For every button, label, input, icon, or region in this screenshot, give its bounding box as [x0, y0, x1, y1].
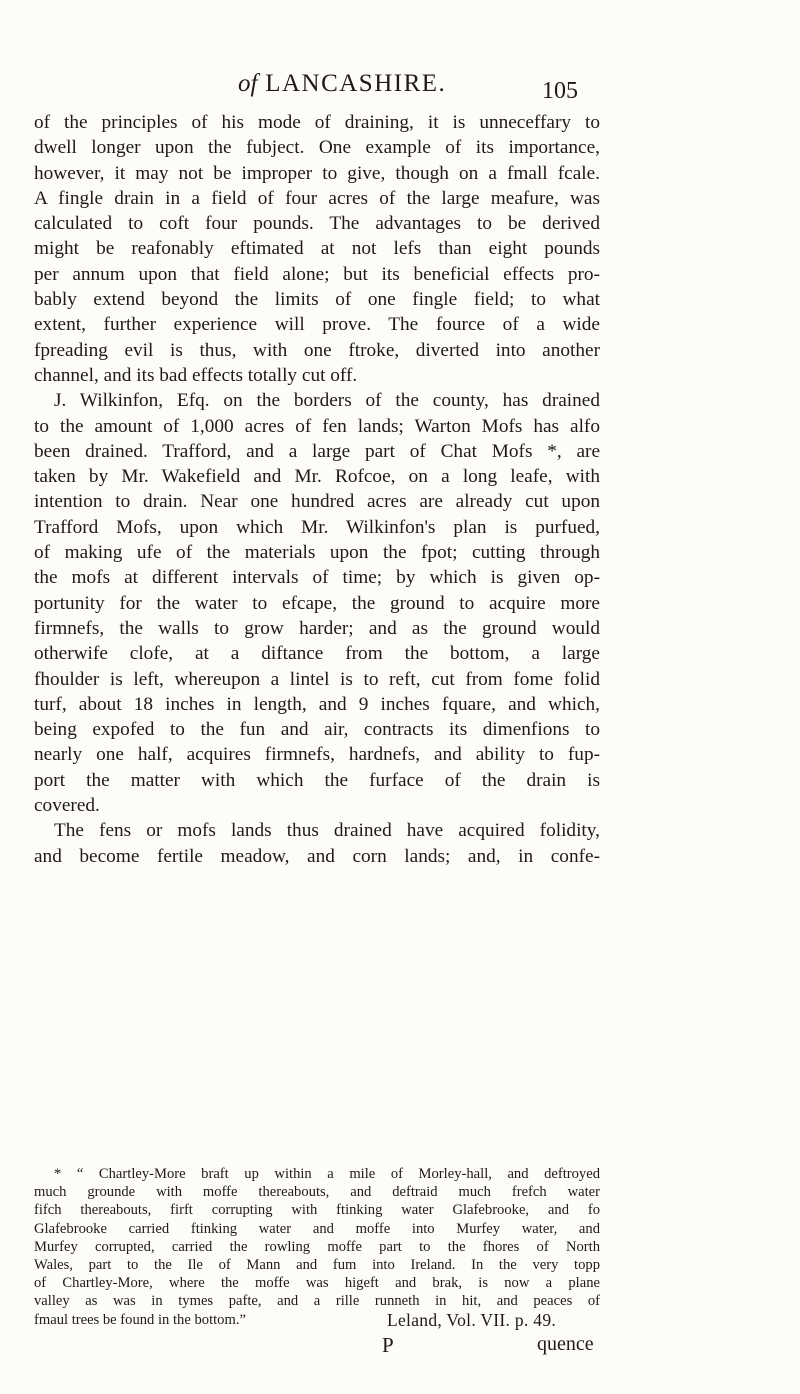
text-line: channel, and its bad effects totally cut off.	[34, 364, 358, 386]
text-line: otherwife clofe, at a diftance from the bottom, a large	[34, 643, 600, 665]
text-line: of making ufe of the materials upon the fpot; cutting through	[34, 542, 600, 564]
text-line: to the amount of 1,000 acres of fen lands; Warton Mofs has alfo	[34, 415, 600, 437]
text-line: might be reafonably eftimated at not lefs than eight pounds	[34, 238, 600, 260]
text-line: J. Wilkinfon, Efq. on the borders of the county, has drained	[54, 390, 600, 412]
footnote-line: of Chartley-More, where the moffe was higeft and brak, is now a plane	[34, 1275, 600, 1292]
text-line: covered.	[34, 795, 100, 817]
footnote-line: Wales, part to the Ile of Mann and fum into Ireland. In the very topp	[34, 1256, 600, 1273]
text-line: taken by Mr. Wakefield and Mr. Rofcoe, on a long leafe, with	[34, 466, 600, 488]
text-line: The fens or mofs lands thus drained have acquired folidity,	[54, 820, 600, 842]
text-line: of the principles of his mode of draining, it is unneceffary to	[34, 112, 600, 133]
footnote-line: fifch thereabouts, firft corrupting with ftinking water Glafebrooke, and fo	[34, 1202, 600, 1219]
text-line: dwell longer upon the fubject. One example of its importance,	[34, 137, 600, 159]
footnote-line: fmaul trees be found in the bottom.”	[34, 1311, 246, 1328]
text-line: fpreading evil is thus, with one ftroke, diverted into another	[34, 339, 600, 361]
text-line: nearly one half, acquires firmnefs, hardnefs, and ability to fup-	[34, 744, 600, 766]
page-header	[0, 70, 800, 110]
text-line: however, it may not be improper to give, though on a fmall fcale.	[34, 162, 600, 184]
text-line: A fingle drain in a field of four acres of the large meafure, was	[34, 187, 600, 209]
footnote-line: Murfey corrupted, carried the rowling moffe part to the fhores of North	[34, 1238, 600, 1255]
text-line: been drained. Trafford, and a large part of Chat Mofs *, are	[34, 440, 600, 462]
footnote-line: * “ Chartley-More braft up within a mile of Morley-hall, and deftroyed	[54, 1166, 600, 1182]
text-line: intention to drain. Near one hundred acres are already cut upon	[34, 491, 600, 513]
text-line: bably extend beyond the limits of one fingle field; to what	[34, 289, 600, 311]
running-head-prefix: of	[238, 70, 258, 97]
signature-mark: P	[382, 1333, 394, 1357]
footnote-line: Glafebrooke carried ftinking water and moffe into Murfey water, and	[34, 1220, 600, 1237]
text-line: and become fertile meadow, and corn lands; and, in confe-	[34, 845, 600, 867]
text-line: port the matter with which the furface of the drain is	[34, 769, 600, 791]
footnote-citation: Leland, Vol. VII. p. 49.	[387, 1310, 557, 1330]
text-line: per annum upon that field alone; but its beneficial effects pro-	[34, 263, 600, 285]
catchword: quence	[537, 1333, 594, 1355]
text-line: extent, further experience will prove. The fource of a wide	[34, 314, 600, 336]
text-line: fhoulder is left, whereupon a lintel is to reft, cut from fome folid	[34, 668, 600, 690]
text-line: firmnefs, the walls to grow harder; and as the ground would	[34, 617, 600, 639]
running-head	[238, 70, 446, 98]
text-line: calculated to coft four pounds. The advantages to be derived	[34, 213, 600, 235]
page-number: 105	[542, 78, 578, 104]
page-footer	[0, 1333, 800, 1363]
text-line: being expofed to the fun and air, contracts its dimenfions to	[34, 719, 600, 741]
text-line: portunity for the water to efcape, the ground to acquire more	[34, 592, 600, 614]
text-line: turf, about 18 inches in length, and 9 inches fquare, and which,	[34, 693, 600, 715]
text-line: Trafford Mofs, upon which Mr. Wilkinfon's plan is purfued,	[34, 516, 600, 538]
text-line: the mofs at different intervals of time; by which is given op-	[34, 567, 600, 589]
footnote-line: valley as was in tymes pafte, and a rille runneth in hit, and peaces of	[34, 1293, 600, 1310]
body-text	[34, 110, 600, 869]
running-head-title: LANCASHIRE.	[265, 70, 447, 97]
footnote	[34, 1165, 600, 1329]
footnote-line: much grounde with moffe thereabouts, and deftraid much frefch water	[34, 1184, 600, 1201]
